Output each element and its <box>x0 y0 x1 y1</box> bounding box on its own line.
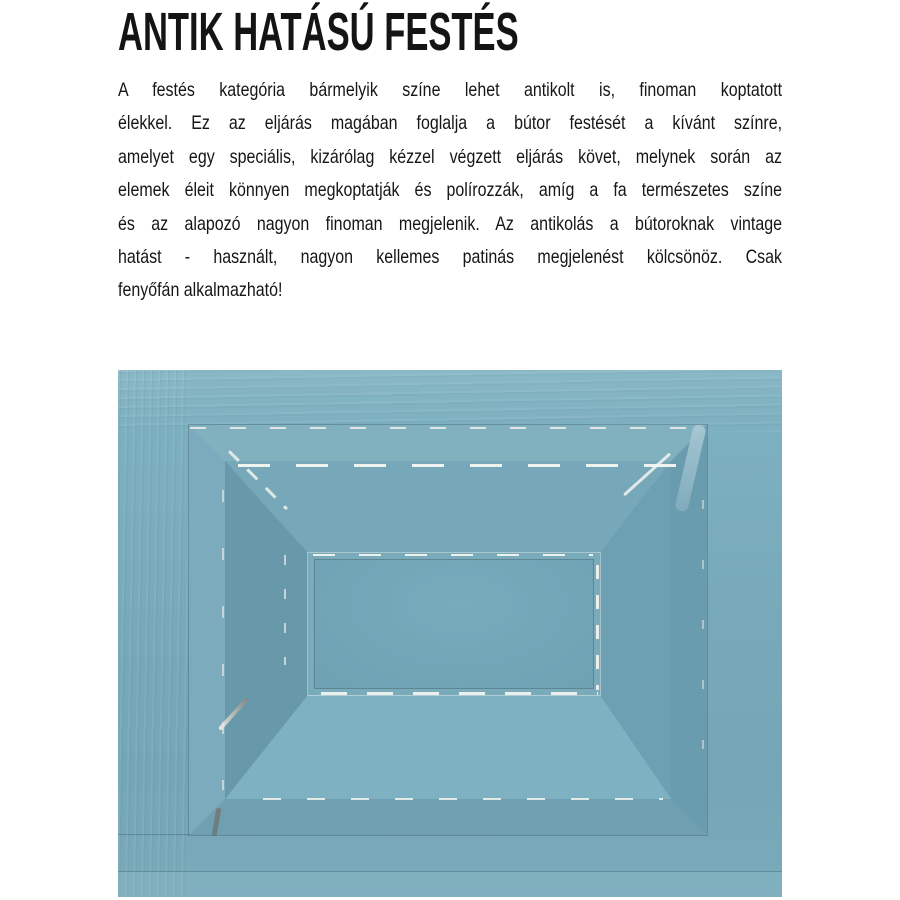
paragraph-line: élekkel. Ez az eljárás magában foglalja a bútor festését a kívánt színre, <box>118 112 783 135</box>
panel-molding-frame <box>189 425 707 835</box>
panel-bevel <box>225 461 671 799</box>
paint-texture-horizontal <box>118 370 782 432</box>
paragraph-line: és az alapozó nagyon finoman megjelenik. Az antikolás a bútoroknak vintage <box>118 212 783 235</box>
wood-seam-band <box>118 872 782 897</box>
wood-joint-line <box>118 834 190 835</box>
paint-texture-vertical <box>118 370 188 897</box>
description-paragraph <box>118 74 782 308</box>
paragraph-line: elemek éleit könnyen megkoptatják és polírozzák, amíg a fa természetes színe <box>118 179 783 202</box>
content-column <box>118 0 783 302</box>
page-title <box>118 4 782 60</box>
panel-center-field <box>315 560 593 688</box>
paragraph-line: hatást - használt, nagyon kellemes patinás megjelenést kölcsönöz. Csak <box>118 246 783 269</box>
product-photo-distressed-door-panel <box>118 370 782 897</box>
paragraph-line: A festés kategória bármelyik színe lehet antikolt is, finoman koptatott <box>118 79 783 101</box>
paragraph-line: amelyet egy speciális, kizárólag kézzel végzett eljárás követ, melynek során az <box>118 145 783 168</box>
page-title-text: ANTIK HATÁSÚ FESTÉS <box>118 2 519 62</box>
paragraph-line: fenyőfán alkalmazható! <box>118 279 283 302</box>
